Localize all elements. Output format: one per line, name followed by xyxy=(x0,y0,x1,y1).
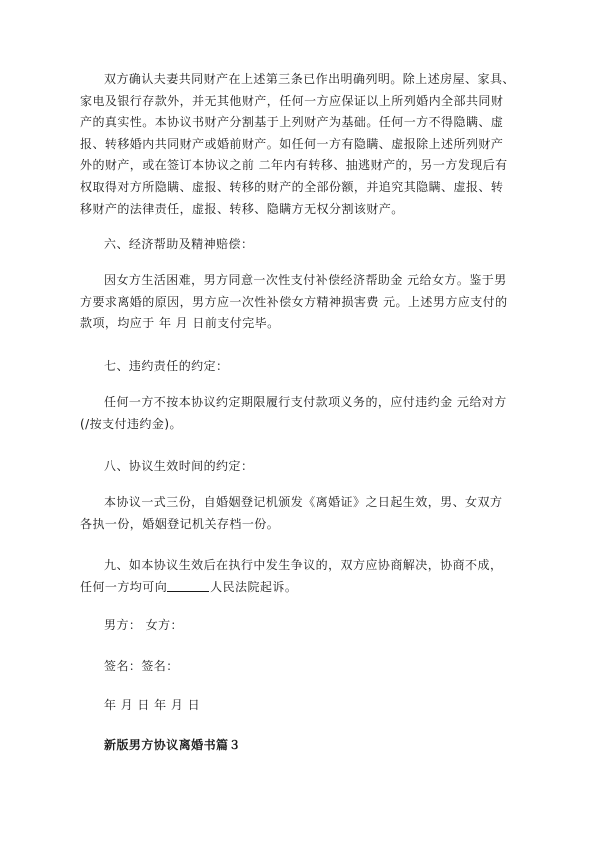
section-eight-heading: 八、协议生效时间的约定： xyxy=(104,459,254,473)
section-seven-heading: 七、违约责任的约定： xyxy=(104,359,229,373)
parties-line: 男方： 女方： xyxy=(104,618,183,632)
section-nine-text-end: 人民法院起诉。 xyxy=(210,579,298,594)
signatures-line: 签名：签名： xyxy=(104,659,179,673)
effective-time-paragraph: 本协议一式三份，自婚姻登记机颁发《离婚证》之日起生效，男、女双方各执一份，婚姻登记机关存档一份。 xyxy=(80,495,503,531)
section-nine-paragraph xyxy=(80,555,509,598)
next-section-title: 新版男方协议离婚书篇３ xyxy=(104,738,241,752)
breach-paragraph: 任何一方不按本协议约定期限履行支付款项义务的，应付违约金 元给对方(/按支付违约金)。 xyxy=(80,395,507,431)
section-nine-text: 九、如本协议生效后在执行中发生争议的，双方应协商解决，协商不成，任何一方均可向 xyxy=(80,558,503,594)
economic-help-paragraph: 因女方生活困难，男方同意一次性支付补偿经济帮助金 元给女方。鉴于男方要求离婚的原因，男方应一次性补偿女方精神损害费 元。上述男方应支付的款项，均应于 年 月 日前支付完毕。 xyxy=(80,273,508,331)
property-confirmation-paragraph: 双方确认夫妻共同财产在上述第三条已作出明确列明。除上述房屋、家具、家电及银行存款外，并无其他财产，任何一方应保证以上所列婚内全部共同财产的真实性。本协议书财产分割基于上列财产为基础。任何一方不得隐瞒、虚报、转移婚内共同财产或婚前财产。如任何一方有隐瞒、虚报除上述所列财产外的财产，或在签订本协议之前 二年内有转移、抽逃财产的，另一方发现后有权取得对方所隐瞒、虚报、转移的财产的全部份额，并追究其隐瞒、虚报、转移财产的法律责任，虚报、转移、隐瞒方无权分割该财产。 xyxy=(80,72,515,216)
court-blank-line xyxy=(167,579,209,592)
dates-line: 年 月 日 年 月 日 xyxy=(104,698,201,712)
section-six-heading: 六、经济帮助及精神赔偿： xyxy=(104,237,254,251)
